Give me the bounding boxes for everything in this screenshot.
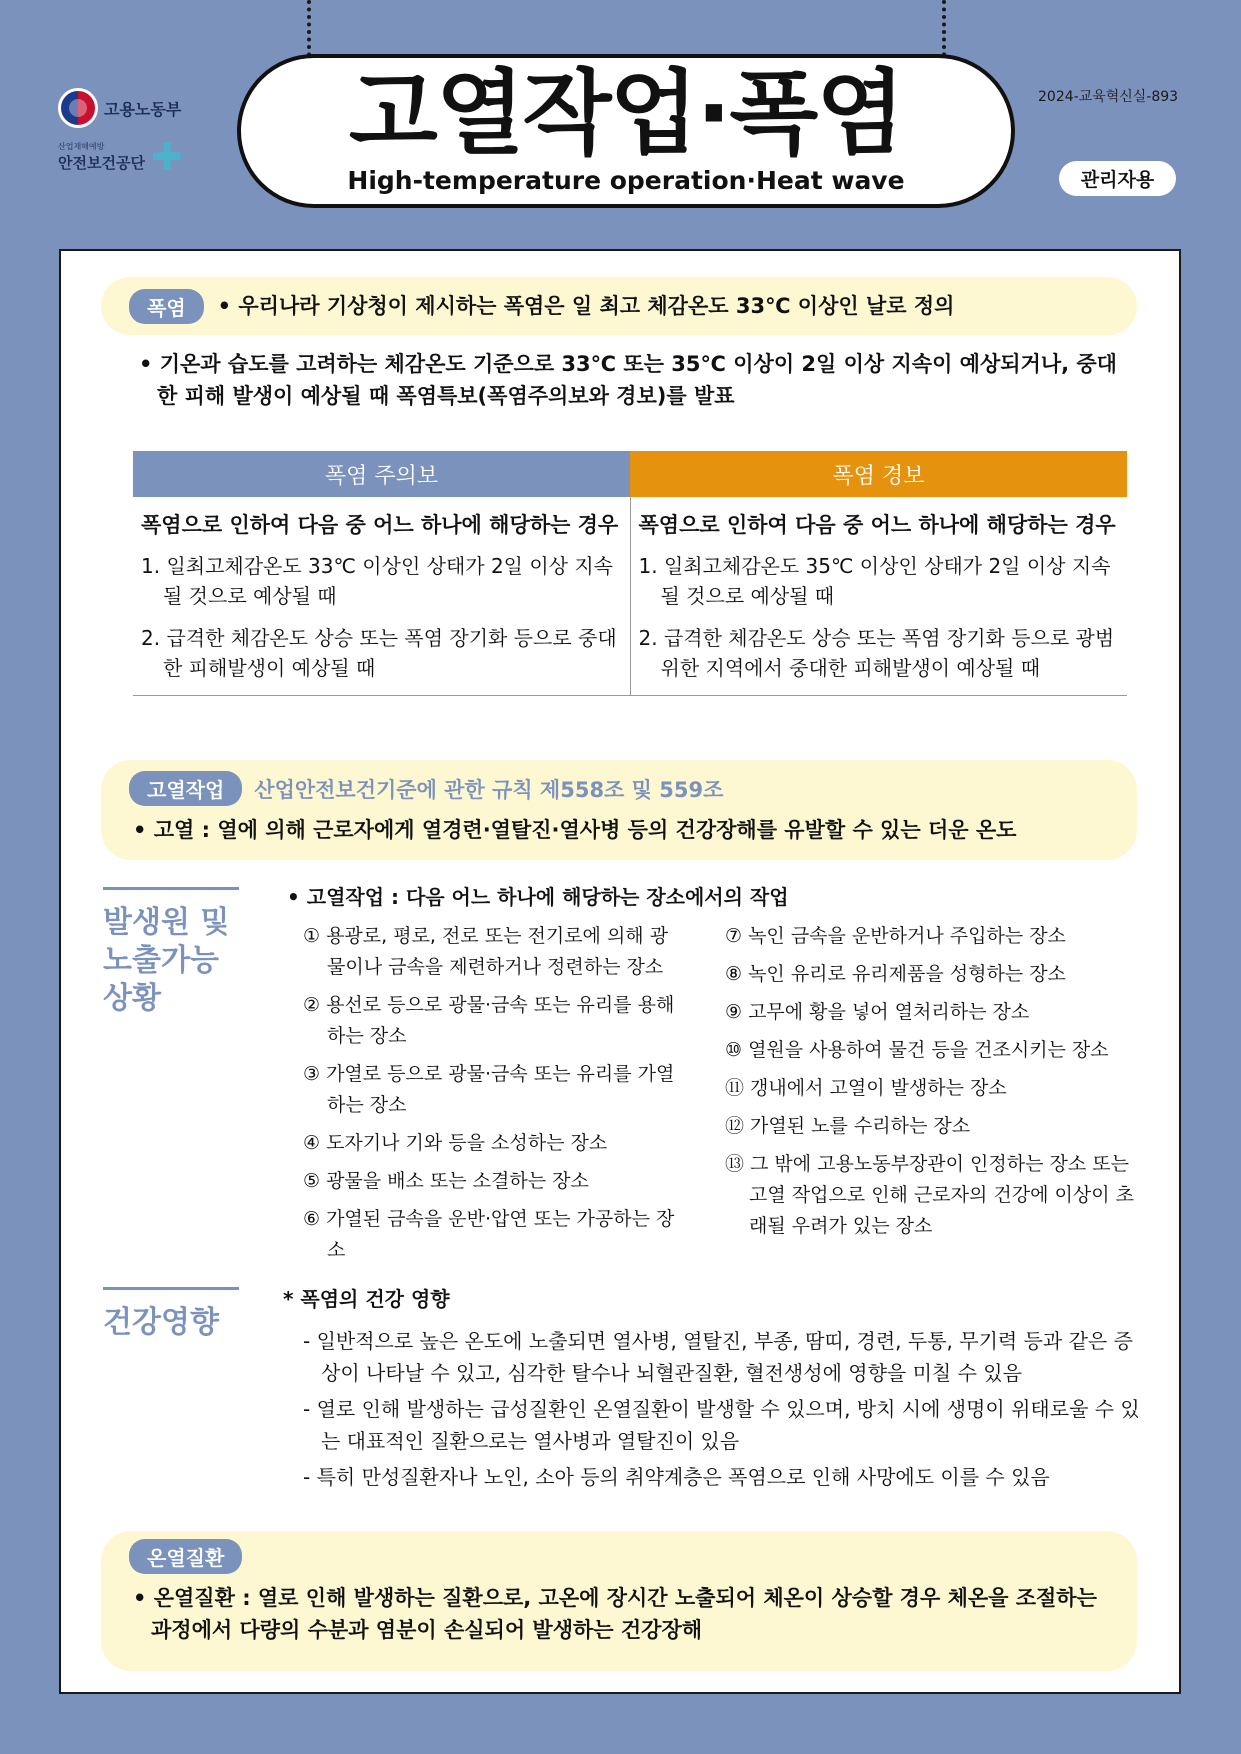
warning-condition: 폭염으로 인하여 다음 중 어느 하나에 해당하는 경우 (638, 513, 1116, 537)
list-item: - 특히 만성질환자나 노인, 소아 등의 취약계층은 폭염으로 인해 사망에도 이를 수 있음 (303, 1465, 1050, 1489)
list-item: ② 용선로 등으로 광물·금속 또는 유리를 용해하는 장소 (303, 994, 675, 1047)
places-list-right (725, 921, 1145, 1249)
advisory-item: 1. 일최고체감온도 33℃ 이상인 상태가 2일 이상 지속될 것으로 예상될 때 (141, 554, 613, 608)
law-reference: 산업안전보건기준에 관한 규칙 제558조 및 559조 (254, 777, 724, 802)
advisory-item: 2. 급격한 체감온도 상승 또는 폭염 장기화 등으로 중대한 피해발생이 예상될 때 (141, 626, 617, 680)
heat-alert-table (133, 451, 1127, 696)
hot-work-places-intro: • 고열작업 : 다음 어느 하나에 해당하는 장소에서의 작업 (287, 885, 789, 909)
hot-work-definition: • 고열 : 열에 의해 근로자에게 열경련·열탈진·열사병 등의 건강장해를 유발할 수 있는 더운 온도 (133, 818, 1017, 842)
health-section-title: 건강영향 (103, 1287, 239, 1342)
heat-wave-definition: • 우리나라 기상청이 제시하는 폭염은 일 최고 체감온도 33℃ 이상인 날로 정의 (217, 294, 955, 318)
cross-icon: ✚ (150, 135, 183, 179)
list-item: - 일반적으로 높은 온도에 노출되면 열사병, 열탈진, 부종, 땀띠, 경련, 두통, 무기력 등과 같은 증상이 나타날 수 있고, 심각한 탈수나 뇌혈관질환, 혈전생성에 영향을 미칠 수 있음 (303, 1329, 1133, 1385)
list-item: ⑬ 그 밖에 고용노동부장관이 인정하는 장소 또는 고열 작업으로 인해 근로자의 건강에 이상이 초래될 우려가 있는 장소 (725, 1153, 1134, 1237)
page-title: 고열작업·폭염 (348, 59, 904, 167)
content-panel (59, 249, 1181, 1694)
kosha-logo (58, 135, 208, 179)
advisory-condition: 폭염으로 인하여 다음 중 어느 하나에 해당하는 경우 (141, 513, 619, 537)
document-code: 2024-교육혁신실-893 (1038, 89, 1179, 105)
warning-item: 2. 급격한 체감온도 상승 또는 폭염 장기화 등으로 광범위한 지역에서 중대한 피해발생이 예상될 때 (638, 626, 1115, 680)
heat-illness-box (101, 1531, 1137, 1671)
moel-name: 고용노동부 (104, 99, 182, 119)
list-item: ④ 도자기나 기와 등을 소성하는 장소 (303, 1132, 608, 1154)
list-item: ⑫ 가열된 노를 수리하는 장소 (725, 1115, 971, 1137)
taegeuk-icon (58, 88, 98, 128)
title-sign (237, 54, 1015, 208)
list-item: ③ 가열로 등으로 광물·금속 또는 유리를 가열하는 장소 (303, 1063, 675, 1116)
heat-illness-definition: • 온열질환 : 열로 인해 발생하는 질환으로, 고온에 장시간 노출되어 체온이 상승할 경우 체온을 조절하는 과정에서 다량의 수분과 염분이 손실되어 발생하는 건강장해 (133, 1586, 1097, 1642)
warning-item: 1. 일최고체감온도 35℃ 이상인 상태가 2일 이상 지속될 것으로 예상될 때 (638, 554, 1111, 608)
warning-header: 폭염 경보 (630, 451, 1127, 497)
moel-logo (58, 88, 208, 128)
list-item: ⑧ 녹인 유리로 유리제품을 성형하는 장소 (725, 963, 1066, 985)
heat-wave-tag: 폭염 (129, 289, 204, 324)
list-item: ⑩ 열원을 사용하여 물건 등을 건조시키는 장소 (725, 1039, 1109, 1061)
hot-work-tag: 고열작업 (129, 771, 242, 806)
kosha-name: 안전보건공단 (58, 154, 145, 172)
kosha-subtitle: 산업재해예방 (58, 142, 105, 151)
list-item: ⑦ 녹인 금속을 운반하거나 주입하는 장소 (725, 925, 1066, 947)
warning-cell (630, 497, 1127, 696)
list-item: ⑥ 가열된 금속을 운반·압연 또는 가공하는 장소 (303, 1208, 675, 1261)
list-item: ① 용광로, 평로, 전로 또는 전기로에 의해 광물이나 금속을 제련하거나 정련하는 장소 (303, 925, 669, 978)
audience-badge: 관리자용 (1059, 161, 1176, 196)
heat-wave-definition-box (101, 277, 1137, 335)
heat-alert-criteria: • 기온과 습도를 고려하는 체감온도 기준으로 33℃ 또는 35℃ 이상이 2일 이상 지속이 예상되거나, 중대한 피해 발생이 예상될 때 폭염특보(폭염주의보와 경보)를 발표 (139, 352, 1117, 408)
places-list-left (303, 921, 683, 1273)
health-effects-title: * 폭염의 건강 영향 (283, 1287, 450, 1311)
exposure-section-title: 발생원 및 노출가능 상황 (103, 887, 239, 1018)
list-item: ⑨ 고무에 황을 넣어 열처리하는 장소 (725, 1001, 1030, 1023)
hot-work-box (101, 760, 1137, 860)
list-item: - 열로 인해 발생하는 급성질환인 온열질환이 발생할 수 있으며, 방치 시에 생명이 위태로울 수 있는 대표적인 질환으로는 열사병과 열탈진이 있음 (303, 1397, 1140, 1453)
list-item: ⑪ 갱내에서 고열이 발생하는 장소 (725, 1077, 1007, 1099)
health-effects-list (303, 1325, 1143, 1497)
list-item: ⑤ 광물을 배소 또는 소결하는 장소 (303, 1170, 589, 1192)
heat-illness-tag: 온열질환 (129, 1539, 242, 1574)
advisory-header: 폭염 주의보 (133, 451, 630, 497)
logo-area (58, 88, 208, 178)
page-subtitle: High-temperature operation·Heat wave (347, 165, 905, 195)
advisory-cell (133, 497, 630, 696)
